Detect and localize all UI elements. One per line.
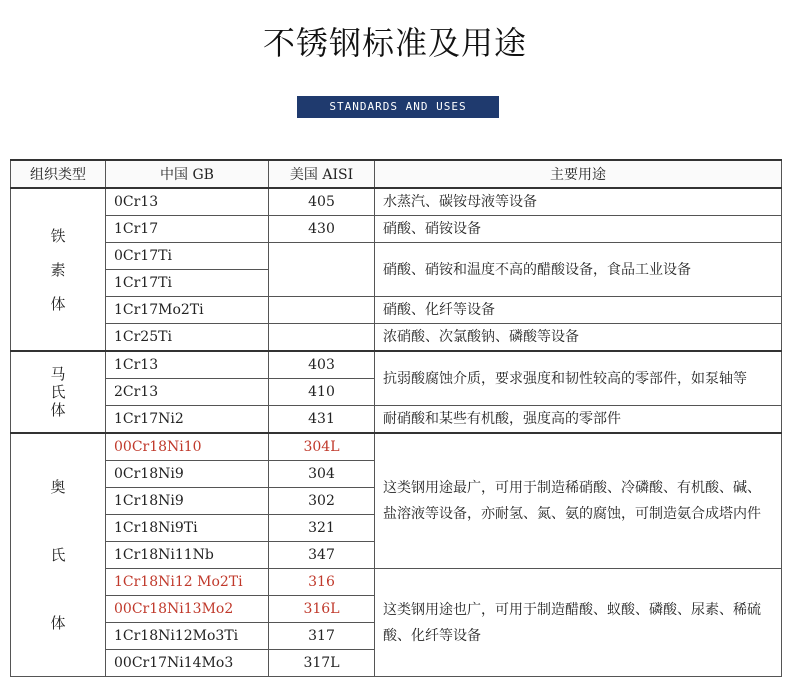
aisi-cell: 316L xyxy=(269,596,375,623)
aisi-cell: 304L xyxy=(269,433,375,461)
use-cell: 硝酸、硝铵和温度不高的醋酸设备，食品工业设备 xyxy=(375,243,782,297)
table-row xyxy=(11,216,782,243)
aisi-cell: 317L xyxy=(269,650,375,677)
gb-cell: 0Cr13 xyxy=(106,188,269,216)
category-ferritic: 铁 素 体 xyxy=(11,188,106,351)
gb-cell: 1Cr18Ni12Mo3Ti xyxy=(106,623,269,650)
use-cell: 水蒸汽、碳铵母液等设备 xyxy=(375,188,782,216)
gb-cell: 1Cr18Ni11Nb xyxy=(106,542,269,569)
table-row xyxy=(11,406,782,434)
aisi-cell: 302 xyxy=(269,488,375,515)
aisi-cell: 405 xyxy=(269,188,375,216)
header-gb: 中国 GB xyxy=(106,160,269,188)
aisi-cell: 317 xyxy=(269,623,375,650)
use-cell: 抗弱酸腐蚀介质，要求强度和韧性较高的零部件，如泵轴等 xyxy=(375,351,782,406)
header-aisi: 美国 AISI xyxy=(269,160,375,188)
subtitle-badge: STANDARDS AND USES xyxy=(297,96,499,118)
use-cell: 硝酸、化纤等设备 xyxy=(375,297,782,324)
gb-cell: 0Cr18Ni9 xyxy=(106,461,269,488)
gb-cell: 00Cr17Ni14Mo3 xyxy=(106,650,269,677)
aisi-cell: 316 xyxy=(269,569,375,596)
category-austenitic: 奥 氏 体 xyxy=(11,433,106,677)
gb-cell: 1Cr17Ni2 xyxy=(106,406,269,434)
aisi-cell xyxy=(269,297,375,324)
aisi-cell: 430 xyxy=(269,216,375,243)
category-martensitic: 马 氏 体 xyxy=(11,351,106,433)
gb-cell: 2Cr13 xyxy=(106,379,269,406)
use-cell: 这类钢用途也广，可用于制造醋酸、蚁酸、磷酸、尿素、稀硫酸、化纤等设备 xyxy=(375,569,782,677)
gb-cell: 1Cr17Mo2Ti xyxy=(106,297,269,324)
header-use: 主要用途 xyxy=(375,160,782,188)
gb-cell: 1Cr17Ti xyxy=(106,270,269,297)
table-row xyxy=(11,351,782,379)
aisi-cell: 347 xyxy=(269,542,375,569)
table-row xyxy=(11,243,782,270)
use-cell: 浓硝酸、次氯酸钠、磷酸等设备 xyxy=(375,324,782,352)
table-row xyxy=(11,188,782,216)
aisi-cell xyxy=(269,324,375,352)
header-type: 组织类型 xyxy=(11,160,106,188)
aisi-cell: 431 xyxy=(269,406,375,434)
use-cell: 硝酸、硝铵设备 xyxy=(375,216,782,243)
gb-cell: 00Cr18Ni13Mo2 xyxy=(106,596,269,623)
steel-standards-table xyxy=(10,159,782,677)
aisi-cell: 304 xyxy=(269,461,375,488)
page-title: 不锈钢标准及用途 xyxy=(262,24,527,62)
aisi-cell: 410 xyxy=(269,379,375,406)
table-row xyxy=(11,569,782,596)
use-cell: 耐硝酸和某些有机酸，强度高的零部件 xyxy=(375,406,782,434)
gb-cell: 1Cr18Ni9 xyxy=(106,488,269,515)
table-row xyxy=(11,433,782,461)
table-row xyxy=(11,297,782,324)
use-cell: 这类钢用途最广，可用于制造稀硝酸、冷磷酸、有机酸、碱、盐溶液等设备，亦耐氢、氮、氨的腐蚀，可制造氨合成塔内件 xyxy=(375,433,782,569)
aisi-cell: 403 xyxy=(269,351,375,379)
gb-cell: 1Cr17 xyxy=(106,216,269,243)
table-row xyxy=(11,324,782,352)
gb-cell: 1Cr18Ni9Ti xyxy=(106,515,269,542)
gb-cell: 1Cr25Ti xyxy=(106,324,269,352)
gb-cell: 00Cr18Ni10 xyxy=(106,433,269,461)
table-header-row xyxy=(11,160,782,188)
gb-cell: 1Cr18Ni12 Mo2Ti xyxy=(106,569,269,596)
gb-cell: 1Cr13 xyxy=(106,351,269,379)
aisi-cell xyxy=(269,243,375,297)
aisi-cell: 321 xyxy=(269,515,375,542)
gb-cell: 0Cr17Ti xyxy=(106,243,269,270)
